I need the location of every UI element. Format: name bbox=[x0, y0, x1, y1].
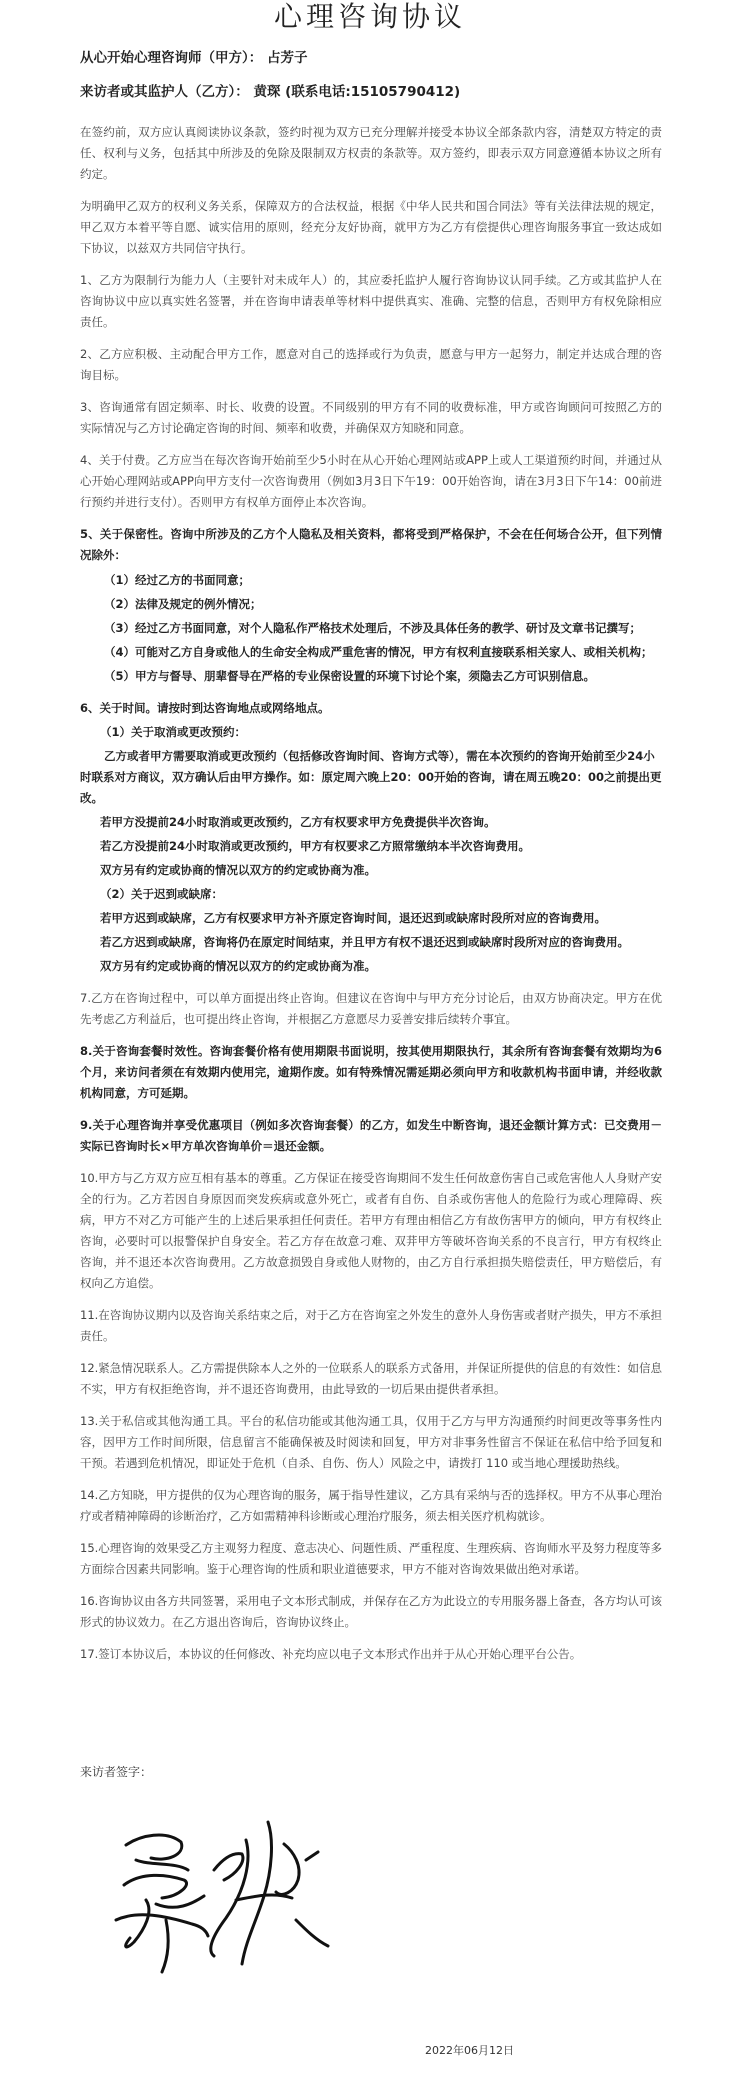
clause-5-item: （3）经过乙方书面同意，对个人隐私作严格技术处理后，不涉及具体任务的教学、研讨及文章书记撰写； bbox=[104, 621, 641, 635]
clause-6-sub2-line: 双方另有约定或协商的情况以双方的约定或协商为准。 bbox=[100, 959, 376, 973]
clause-6-sub1-text: 乙方或者甲方需要取消或更改预约（包括修改咨询时间、咨询方式等），需在本次预约的咨询开始前至少24小时联系对方商议，双方确认后由甲方操作。如：原定周六晚上20：00开始的咨询，请在周五晚20：00之前提出更改。 bbox=[80, 749, 662, 805]
clause-9: 9.关于心理咨询并享受优惠项目（例如多次咨询套餐）的乙方，如发生中断咨询，退还金额计算方式：已交费用－实际已咨询时长×甲方单次咨询单价＝退还金额。 bbox=[80, 1118, 662, 1153]
clause-1: 1、乙方为限制行为能力人（主要针对未成年人）的，其应委托监护人履行咨询协议认同手续。乙方或其监护人在咨询协议中应以真实姓名签署，并在咨询申请表单等材料中提供真实、准确、完整的信息，否则甲方有权免除相应责任。 bbox=[80, 273, 662, 329]
intro-paragraph-1: 在签约前，双方应认真阅读协议条款，签约时视为双方已充分理解并接受本协议全部条款内容，清楚双方特定的责任、权利与义务，包括其中所涉及的免除及限制双方权责的条款等。双方签约，即表示双方同意遵循本协议之所有约定。 bbox=[80, 125, 662, 181]
clause-12: 12.紧急情况联系人。乙方需提供除本人之外的一位联系人的联系方式备用，并保证所提供的信息的有效性：如信息不实，甲方有权拒绝咨询，并不退还咨询费用，由此导致的一切后果由提供者承担。 bbox=[80, 1361, 662, 1396]
clause-5-item: （1）经过乙方的书面同意； bbox=[104, 573, 251, 587]
intro-paragraph-2: 为明确甲乙双方的权利义务关系，保障双方的合法权益，根据《中华人民共和国合同法》等有关法律法规的规定，甲乙双方本着平等自愿、诚实信用的原则，经充分友好协商，就甲方为乙方有偿提供心理咨询服务事宜一致达成如下协议，以兹双方共同信守执行。 bbox=[80, 199, 662, 255]
clause-6-sub2-line: 若乙方迟到或缺席，咨询将仍在原定时间结束，并且甲方有权不退还迟到或缺席时段所对应的咨询费用。 bbox=[100, 935, 629, 949]
clause-5-item: （5）甲方与督导、朋辈督导在严格的专业保密设置的环境下讨论个案，须隐去乙方可识别信息。 bbox=[104, 669, 595, 683]
clause-6: 6、关于时间。请按时到达咨询地点或网络地点。 bbox=[80, 701, 330, 715]
clause-10: 10.甲方与乙方双方应互相有基本的尊重。乙方保证在接受咨询期间不发生任何故意伤害自己或危害他人人身财产安全的行为。乙方若因自身原因而突发疾病或意外死亡，或者有自伤、自杀或伤害他人的危险行为或心理障碍、疾病，甲方不对乙方可能产生的上述后果承担任何责任。若甲方有理由相信乙方有故伤害甲方的倾向，甲方有权终止咨询，必要时可以报警保护自身安全。若乙方存在故意刁难、双荓甲方等破坏咨询关系的不良言行，甲方有权终止咨询，并不退还本次咨询费用。乙方故意损毁自身或他人财物的，由乙方自行承担损失赔偿责任，甲方赔偿后，有权向乙方追偿。 bbox=[80, 1171, 662, 1290]
party-a: 从心开始心理咨询师（甲方）： 占芳子 bbox=[80, 50, 308, 66]
clause-6-sub1-line: 若甲方没提前24小时取消或更改预约，乙方有权要求甲方免费提供半次咨询。 bbox=[100, 815, 496, 829]
clause-6-sub1-line: 若乙方没提前24小时取消或更改预约，甲方有权要求乙方照常缴纳本半次咨询费用。 bbox=[100, 839, 530, 853]
clause-2: 2、乙方应积极、主动配合甲方工作，愿意对自己的选择或行为负责，愿意与甲方一起努力，制定并达成合理的咨询目标。 bbox=[80, 347, 662, 382]
parties-block bbox=[80, 48, 700, 116]
clause-14: 14.乙方知晓，甲方提供的仅为心理咨询的服务，属于指导性建议，乙方具有采纳与否的选择权。甲方不从事心理治疗或者精神障碍的诊断治疗，乙方如需精神科诊断或心理治疗服务，须去相关医疗机构就诊。 bbox=[80, 1488, 662, 1523]
handwritten-signature bbox=[96, 1800, 356, 1980]
clause-6-sub-heading-1: （1）关于取消或更改预约： bbox=[100, 725, 247, 739]
clause-7: 7.乙方在咨询过程中，可以单方面提出终止咨询。但建议在咨询中与甲方充分讨论后，由双方协商决定。甲方在优先考虑乙方利益后，也可提出终止咨询，并根据乙方意愿尽力妥善安排后续转介事宜。 bbox=[80, 991, 662, 1026]
clause-6-sub2-line: 若甲方迟到或缺席，乙方有权要求甲方补齐原定咨询时间，退还迟到或缺席时段所对应的咨询费用。 bbox=[100, 911, 606, 925]
page-title: 心理咨询协议 bbox=[273, 0, 466, 33]
agreement-body bbox=[80, 122, 662, 1676]
clause-5-item: （2）法律及规定的例外情况； bbox=[104, 597, 262, 611]
clause-5: 5、关于保密性。咨询中所涉及的乙方个人隐私及相关资料，都将受到严格保护，不会在任何场合公开，但下列情况除外： bbox=[80, 527, 662, 562]
clause-16: 16.咨询协议由各方共同签署，采用电子文本形式制成，并保存在乙方为此设立的专用服务器上备查，各方均认可该形式的协议效力。在乙方退出咨询后，咨询协议终止。 bbox=[80, 1594, 662, 1629]
clause-11: 11.在咨询协议期内以及咨询关系结束之后，对于乙方在咨询室之外发生的意外人身伤害或者财产损失，甲方不承担责任。 bbox=[80, 1308, 662, 1343]
clause-5-item: （4）可能对乙方自身或他人的生命安全构成严重危害的情况，甲方有权利直接联系相关家人、或相关机构； bbox=[104, 645, 653, 659]
party-b: 来访者或其监护人（乙方）： 黄琛 (联系电话:15105790412) bbox=[80, 84, 461, 100]
signature-label: 来访者签字： bbox=[80, 1765, 153, 1779]
clause-3: 3、咨询通常有固定频率、时长、收费的设置。不同级别的甲方有不同的收费标准，甲方或咨询顾问可按照乙方的实际情况与乙方讨论确定咨询的时间、频率和收费，并确保双方知晓和同意。 bbox=[80, 400, 662, 435]
clause-13: 13.关于私信或其他沟通工具。平台的私信功能或其他沟通工具，仅用于乙方与甲方沟通预约时间更改等事务性内容，因甲方工作时间所限，信息留言不能确保被及时阅读和回复，甲方对非事务性留言不保证在私信中给予回复和干预。若遇到危机情况，即证处于危机（自杀、自伤、伤人）风险之中，请拨打 110 或当地心理援助热线。 bbox=[80, 1414, 662, 1470]
clause-15: 15.心理咨询的效果受乙方主观努力程度、意志决心、问题性质、严重程度、生理疾病、咨询师水平及努力程度等多方面综合因素共同影响。鉴于心理咨询的性质和职业道德要求，甲方不能对咨询效果做出绝对承诺。 bbox=[80, 1541, 662, 1576]
clause-17: 17.签订本协议后，本协议的任何修改、补充均应以电子文本形式作出并于从心开始心理平台公告。 bbox=[80, 1647, 582, 1661]
clause-6-sub1-line: 双方另有约定或协商的情况以双方的约定或协商为准。 bbox=[100, 863, 376, 877]
clause-4: 4、关于付费。乙方应当在每次咨询开始前至少5小时在从心开始心理网站或APP上或人工渠道预约时间，并通过从心开始心理网站或APP向甲方支付一次咨询费用（例如3月3日下午19：00开始咨询，请在3月3日下午14：00前进行预约并进行支付）。否则甲方有权单方面停止本次咨询。 bbox=[80, 453, 662, 509]
clause-6-sub-heading-2: （2）关于迟到或缺席： bbox=[100, 887, 224, 901]
clause-8: 8.关于咨询套餐时效性。咨询套餐价格有使用期限书面说明，按其使用期限执行，其余所有咨询套餐有效期均为6个月，来访问者须在有效期内使用完，逾期作废。如有特殊情况需延期必须向甲方和收款机构书面申请，并经收款机构同意，方可延期。 bbox=[80, 1044, 662, 1100]
signing-date: 2022年06月12日 bbox=[425, 2044, 514, 2057]
